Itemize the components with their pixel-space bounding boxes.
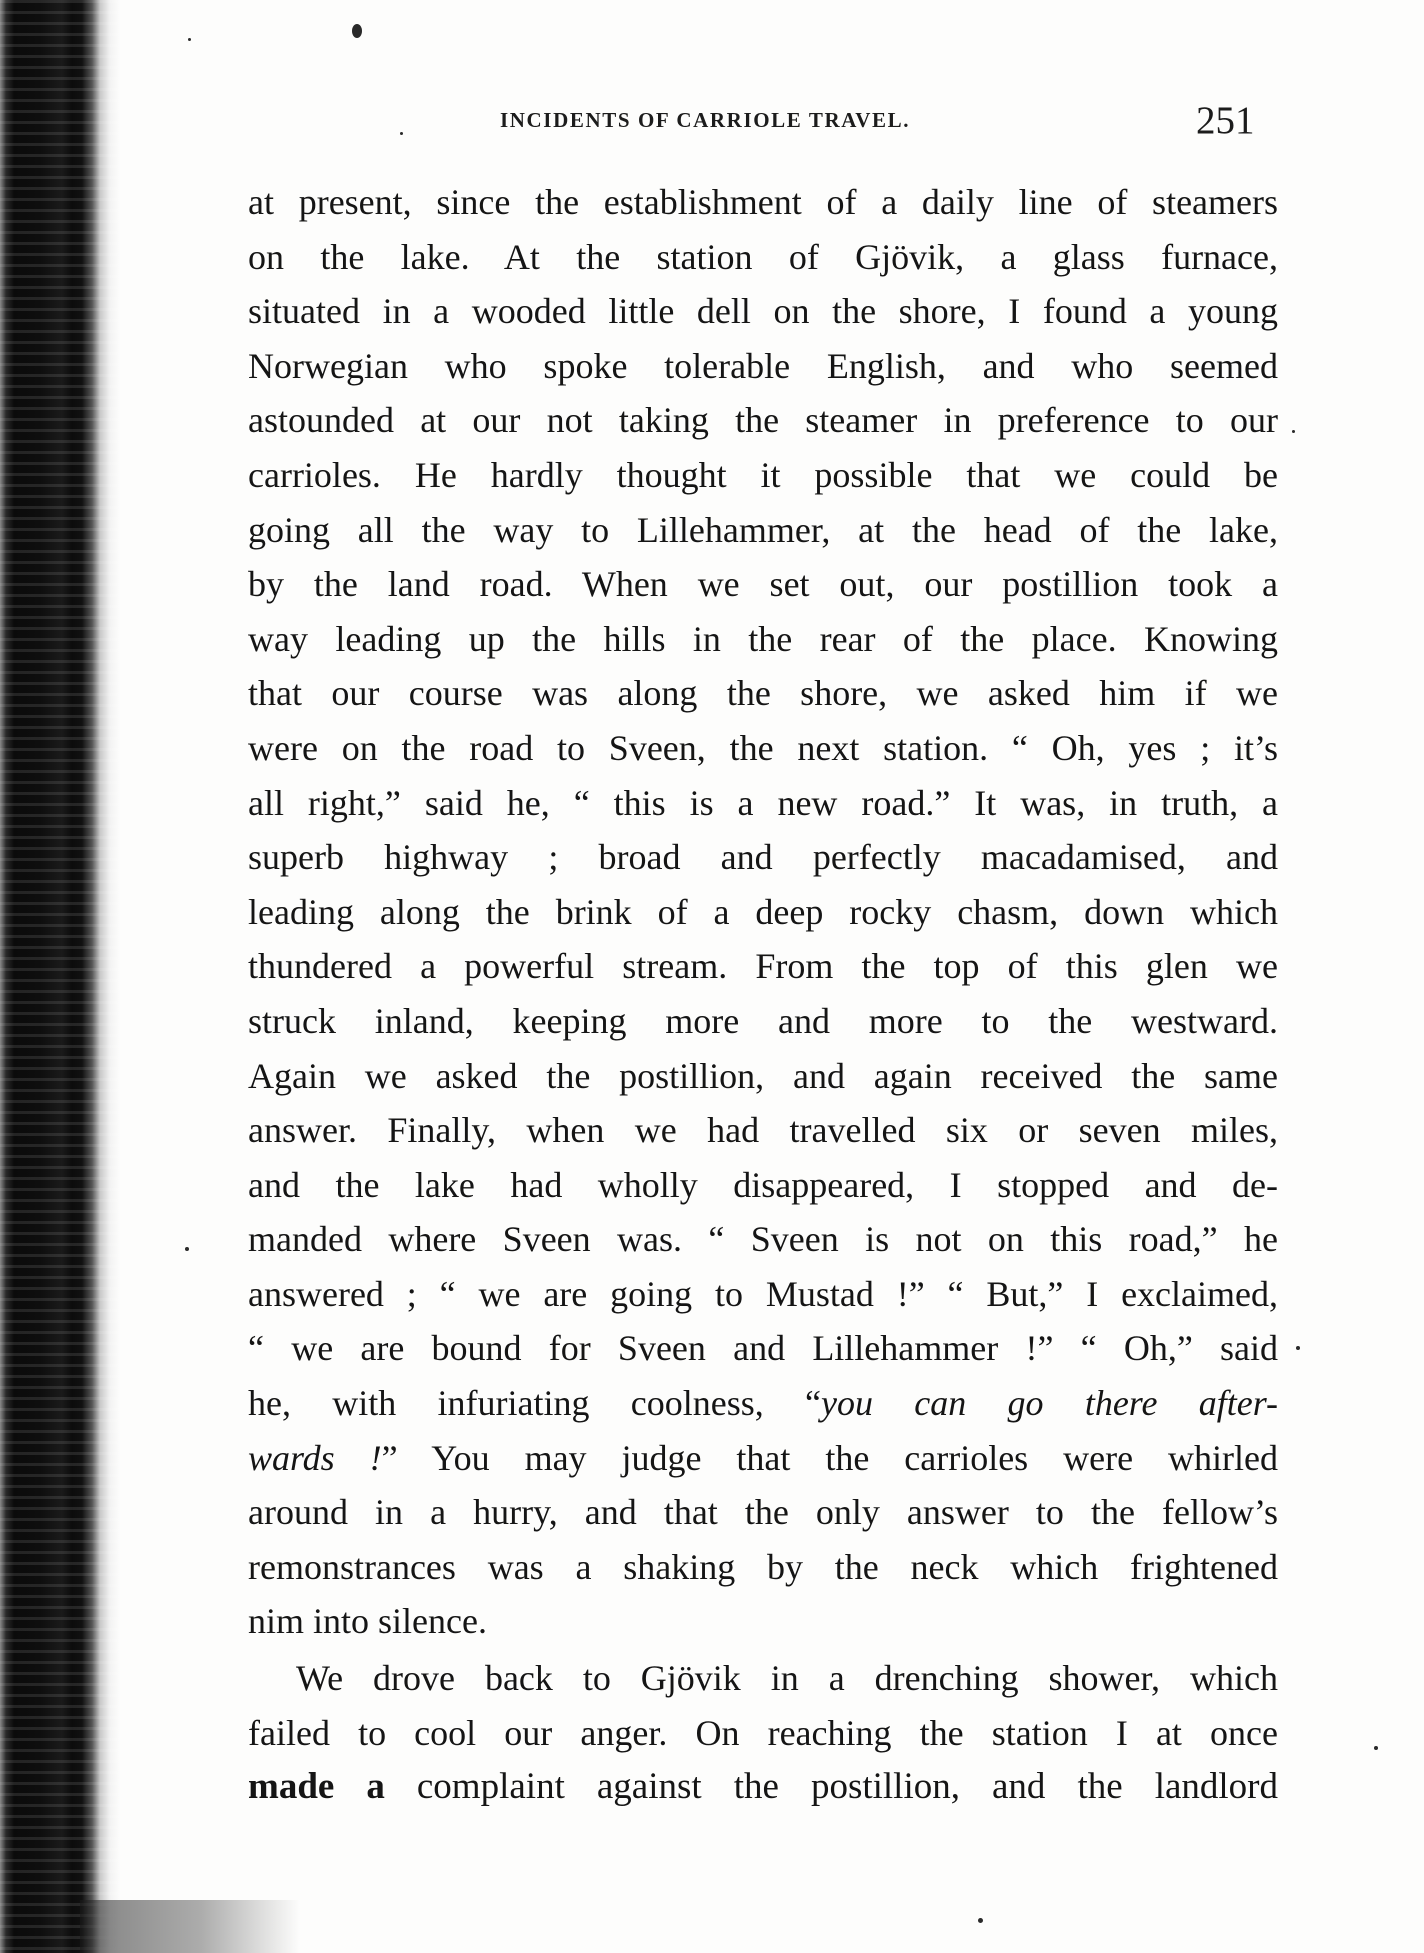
text-line: nim into silence. bbox=[248, 1601, 487, 1642]
text-line: carrioles. He hardly thought it possible that we could be bbox=[248, 454, 1278, 495]
text-line: way leading up the hills in the rear of the place. Knowing bbox=[248, 618, 1278, 659]
text-fragment: complaint against the postillion, and the landlord bbox=[384, 1766, 1278, 1808]
ink-speck bbox=[352, 24, 362, 38]
text-line: answered ; “ we are going to Mustad !” “ But,” I exclaimed, bbox=[248, 1273, 1278, 1314]
text-line: leading along the brink of a deep rocky chasm, down which bbox=[248, 891, 1278, 932]
text-fragment: he, with infuriating coolness, “ bbox=[248, 1383, 822, 1424]
text-line: We drove back to Gjövik in a drenching shower, which bbox=[296, 1658, 1278, 1699]
text-line: astounded at our not taking the steamer in preference to our bbox=[248, 400, 1278, 441]
page-number: 251 bbox=[1196, 99, 1255, 142]
text-line: and the lake had wholly disappeared, I stopped and de- bbox=[248, 1164, 1278, 1205]
text-line: answer. Finally, when we had travelled six or seven miles, bbox=[248, 1110, 1278, 1151]
text-line: around in a hurry, and that the only answer to the fellow’s bbox=[248, 1492, 1278, 1533]
text-line: by the land road. When we set out, our postillion took a bbox=[248, 564, 1278, 605]
text-line: were on the road to Sveen, the next station. “ Oh, yes ; it’s bbox=[248, 727, 1278, 768]
text-line: that our course was along the shore, we asked him if we bbox=[248, 673, 1278, 714]
text-line: struck inland, keeping more and more to the westward. bbox=[248, 1000, 1278, 1041]
ink-speck bbox=[400, 132, 403, 135]
text-line: superb highway ; broad and perfectly macadamised, and bbox=[248, 837, 1278, 878]
text-line-bold-start bbox=[248, 1760, 1278, 1815]
text-line: Norwegian who spoke tolerable English, and who seemed bbox=[248, 345, 1278, 386]
ink-speck bbox=[185, 1247, 189, 1251]
text-line: all right,” said he, “ this is a new road.” It was, in truth, a bbox=[248, 782, 1278, 823]
text-line-italic-start bbox=[248, 1376, 1278, 1431]
text-line: on the lake. At the station of Gjövik, a glass furnace, bbox=[248, 236, 1278, 277]
bold-fragment: made a bbox=[248, 1766, 385, 1808]
italic-fragment: wards ! bbox=[248, 1437, 382, 1478]
ink-speck bbox=[1374, 1746, 1378, 1750]
text-line: situated in a wooded little dell on the shore, I found a young bbox=[248, 291, 1278, 332]
text-line: manded where Sveen was. “ Sveen is not on this road,” he bbox=[248, 1219, 1278, 1260]
text-fragment: ” You may judge that the carrioles were whirled bbox=[381, 1437, 1278, 1478]
binding-texture bbox=[0, 0, 120, 1953]
ink-speck bbox=[1292, 430, 1295, 433]
text-line: “ we are bound for Sveen and Lillehammer !” “ Oh,” said bbox=[248, 1328, 1278, 1369]
ink-speck bbox=[1296, 1346, 1300, 1350]
text-line: at present, since the establishment of a daily line of steamers bbox=[248, 182, 1278, 222]
text-line-italic-end bbox=[248, 1431, 1278, 1486]
text-line: failed to cool our anger. On reaching the station I at once bbox=[248, 1712, 1278, 1753]
text-line: thundered a powerful stream. From the top of this glen we bbox=[248, 946, 1278, 987]
binding-foot-shadow bbox=[80, 1900, 300, 1953]
running-head: INCIDENTS OF CARRIOLE TRAVEL. bbox=[500, 108, 911, 132]
italic-fragment: you can go there after- bbox=[821, 1383, 1278, 1424]
body-text bbox=[248, 175, 1278, 1815]
text-line: Again we asked the postillion, and again received the same bbox=[248, 1055, 1278, 1096]
text-line: going all the way to Lillehammer, at the head of the lake, bbox=[248, 509, 1278, 550]
text-line: remonstrances was a shaking by the neck which frightened bbox=[248, 1546, 1278, 1587]
ink-speck bbox=[188, 38, 191, 41]
ink-speck bbox=[978, 1918, 983, 1923]
